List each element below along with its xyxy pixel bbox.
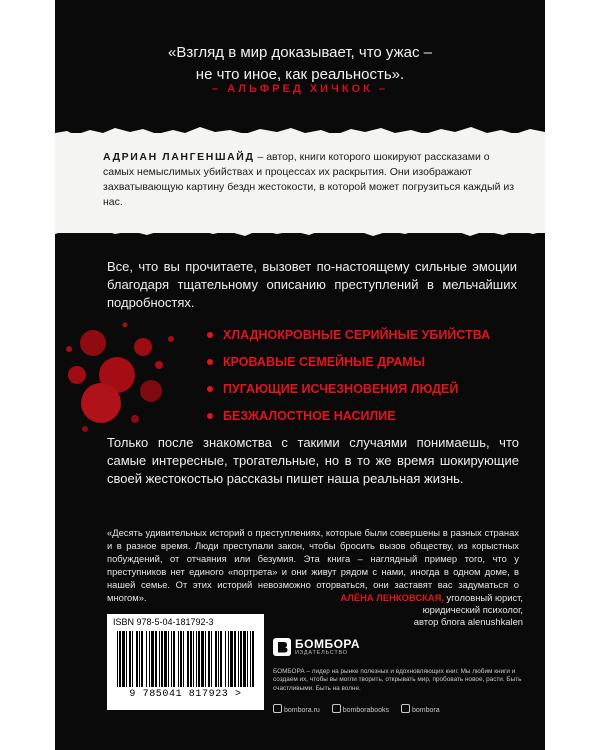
- publisher-subtitle: ИЗДАТЕЛЬСТВО: [295, 650, 348, 656]
- author-bio: [103, 150, 523, 210]
- epigraph-line-2: не что иное, как реальность».: [195, 66, 405, 83]
- book-back-cover: [55, 0, 545, 750]
- review-quote: «Десять удивительных историй о преступлениях, которые были совершены в разных странах и в разное время. Люди преступали закон, чтобы бросить вызов обществу, из корыстных побуждений, от отчаяния или безумия. Эта книга – наглядный пример того, что у преступников нет единого «портрета» и они живут рядом с нами, иногда в одном доме, в нашей семье. От этих историй невозможно оторваться, они заставят вас задуматься о многом».: [107, 527, 519, 603]
- highlight-item: ПУГАЮЩИЕ ИСЧЕЗНОВЕНИЯ ЛЮДЕЙ: [207, 376, 527, 403]
- isbn-label: ISBN 978-5-04-181792-3: [113, 617, 214, 627]
- author-bio-text: – автор, книги которого шокируют рассказами о самых немыслимых убийствах и процессах их раскрытия. Они изображают захватывающую картину бездн жестокости, в которой может погрузиться каждый из нас.: [103, 151, 515, 208]
- reviewer-role-3: автор блога alenushkalen: [413, 616, 523, 627]
- reviewer-role-2: юридический психолог,: [422, 604, 523, 615]
- highlight-item: ХЛАДНОКРОВНЫЕ СЕРИЙНЫЕ УБИЙСТВА: [207, 322, 527, 349]
- epigraph-quote: [55, 42, 545, 86]
- social-network-icon: [332, 704, 341, 713]
- highlights-list: [207, 322, 527, 430]
- publisher-description: БОМБОРА – лидер на рынке полезных и вдохновляющих книг. Мы любим книги и создаем их, чтобы вы могли творить, открывать мир, пробовать новое, расти. Быть счастливыми. Быть на волне.: [273, 668, 522, 692]
- blood-splatter-decoration: [55, 305, 205, 445]
- author-name: АДРИАН ЛАНГЕНШАЙД: [103, 151, 255, 163]
- reviewer-credit: [315, 592, 523, 628]
- red-bullet-icon: [207, 413, 213, 419]
- bombora-logo-icon: [273, 638, 291, 656]
- red-bullet-icon: [207, 386, 213, 392]
- social-website[interactable]: bombora.ru: [273, 704, 320, 714]
- red-bullet-icon: [207, 359, 213, 365]
- highlight-item: БЕЗЖАЛОСТНОЕ НАСИЛИЕ: [207, 403, 527, 430]
- red-bullet-icon: [207, 332, 213, 338]
- torn-paper-edge-bottom: [55, 224, 545, 240]
- publisher-logo: [273, 637, 361, 659]
- barcode-number: 9 785041 817923 >: [129, 689, 242, 700]
- intro-paragraph: Все, что вы прочитаете, вызовет по-настоящему сильные эмоции благодаря тщательному описанию преступлений в мельчайших подробностях.: [107, 259, 517, 310]
- social-books[interactable]: bomborabooks: [332, 704, 389, 714]
- outro-paragraph: Только после знакомства с такими случаями понимаешь, что самые интересные, трогательные, но в то же время шокирующие своей жестокостью рассказы пишет наша реальная жизнь.: [107, 435, 519, 486]
- barcode-bars-icon: [115, 631, 257, 687]
- globe-icon: [273, 704, 282, 713]
- messenger-icon: [401, 704, 410, 713]
- reviewer-role-1: уголовный юрист,: [446, 592, 523, 603]
- social-channel[interactable]: bombora: [401, 704, 440, 714]
- barcode: [107, 614, 264, 710]
- publisher-name: БОМБОРА: [295, 637, 361, 651]
- highlight-item: КРОВАВЫЕ СЕМЕЙНЫЕ ДРАМЫ: [207, 349, 527, 376]
- reviewer-name: АЛЁНА ЛЕНКОВСКАЯ,: [340, 592, 444, 603]
- publisher-socials: [273, 704, 533, 714]
- epigraph-line-1: «Взгляд в мир доказывает, что ужас –: [168, 44, 432, 61]
- epigraph-author: – АЛЬФРЕД ХИЧКОК –: [212, 83, 388, 95]
